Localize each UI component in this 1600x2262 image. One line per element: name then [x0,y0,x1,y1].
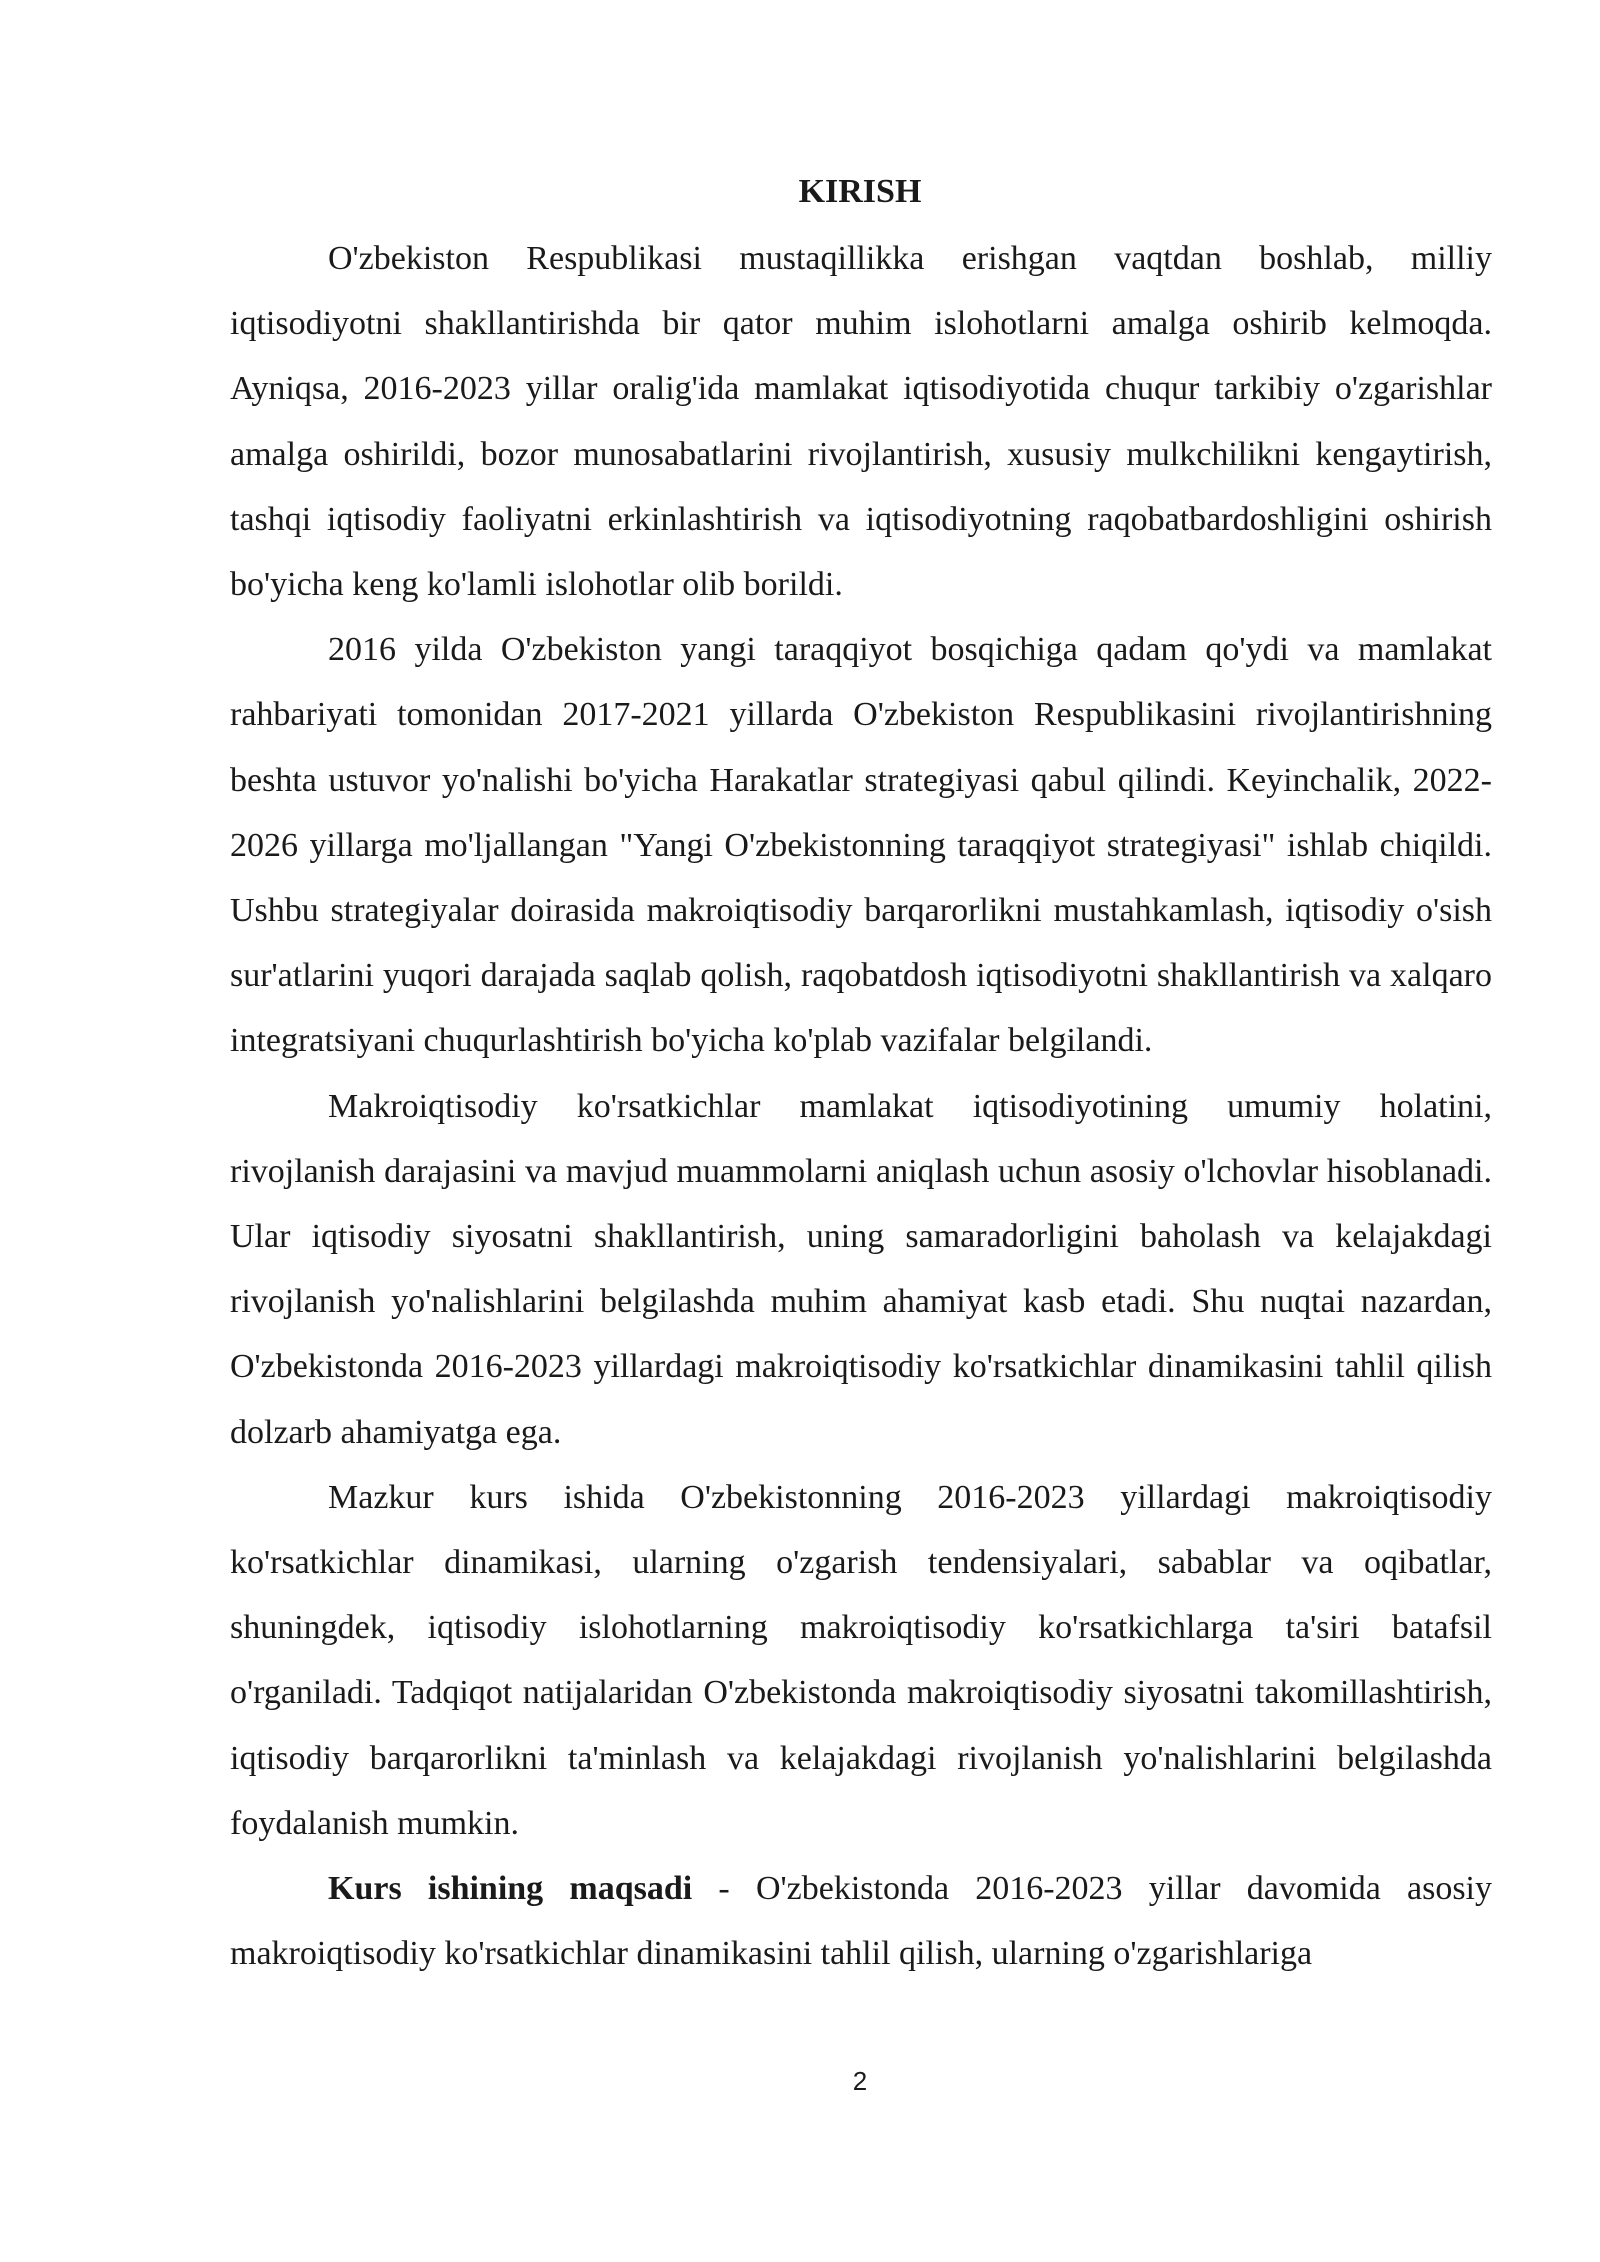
paragraph-text: Makroiqtisodiy ko'rsatkichlar mamlakat iqtisodiyotining umumiy holatini, rivojlanish darajasini va mavjud muammolarni aniqlash uchun asosiy o'lchovlar hisoblanadi. Ular iqtisodiy siyosatni shakllantirish, uning samaradorligini baholash va kelajakdagi rivojlanish yo'nalishlarini belgilashda muhim ahamiyat kasb etadi. Shu nuqtai nazardan, O'zbekistonda 2016-2023 yillardagi makroiqtisodiy ko'rsatkichlar dinamikasini tahlil qilish dolzarb ahamiyatga ega. [230,1087,1492,1451]
paragraph-text: - O'zbekistonda 2016-2023 yillar davomida asosiy makroiqtisodiy ko'rsatkichlar dinamikasini tahlil qilish, ularning o'zgarishlariga [230,1870,1493,1973]
page-number: 2 [852,2066,868,2096]
paragraph-lead-term: Kurs ishining maqsadi [328,1870,693,1908]
paragraph-2 [230,617,1492,1073]
paragraph-4 [230,1465,1492,1856]
paragraph-5 [230,1856,1492,1986]
paragraph-text: 2016 yilda O'zbekiston yangi taraqqiyot bosqichiga qadam qo'ydi va mamlakat rahbariyati tomonidan 2017-2021 yillarda O'zbekiston Respublikasini rivojlantirishning beshta ustuvor yo'nalishi bo'yicha Harakatlar strategiyasi qabul qilindi. Keyinchalik, 2022-2026 yillarga mo'ljallangan "Yangi O'zbekistonning taraqqiyot strategiyasi" ishlab chiqildi. Ushbu strategiyalar doirasida makroiqtisodiy barqarorlikni mustahkamlash, iqtisodiy o'sish sur'atlarini yuqori darajada saqlab qolish, raqobatdosh iqtisodiyotni shakllantirish va xalqaro integratsiyani chuqurlashtirish bo'yicha ko'plab vazifalar belgilandi. [230,631,1492,1060]
paragraph-text: O'zbekiston Respublikasi mustaqillikka erishgan vaqtdan boshlab, milliy iqtisodiyotni shakllantirishda bir qator muhim islohotlarni amalga oshirib kelmoqda. Ayniqsa, 2016-2023 yillar oralig'ida mamlakat iqtisodiyotida chuqur tarkibiy o'zgarishlar amalga oshirildi, bozor munosabatlarini rivojlantirish, xususiy mulkchilikni kengaytirish, tashqi iqtisodiy faoliyatni erkinlashtirish va iqtisodiyotning raqobatbardoshligini oshirish bo'yicha keng ko'lamli islohotlar olib borildi. [230,240,1492,604]
paragraph-1 [230,226,1492,617]
paragraph-3 [230,1074,1492,1465]
page-title: KIRISH [798,173,922,210]
body-text [230,226,1492,1986]
paragraph-text: Mazkur kurs ishida O'zbekistonning 2016-2023 yillardagi makroiqtisodiy ko'rsatkichlar dinamikasi, ularning o'zgarish tendensiyalari, sabablar va oqibatlar, shuningdek, iqtisodiy islohotlarning makroiqtisodiy ko'rsatkichlarga ta'siri batafsil o'rganiladi. Tadqiqot natijalaridan O'zbekistonda makroiqtisodiy siyosatni takomillashtirish, iqtisodiy barqarorlikni ta'minlash va kelajakdagi rivojlanish yo'nalishlarini belgilashda foydalanish mumkin. [230,1478,1492,1842]
